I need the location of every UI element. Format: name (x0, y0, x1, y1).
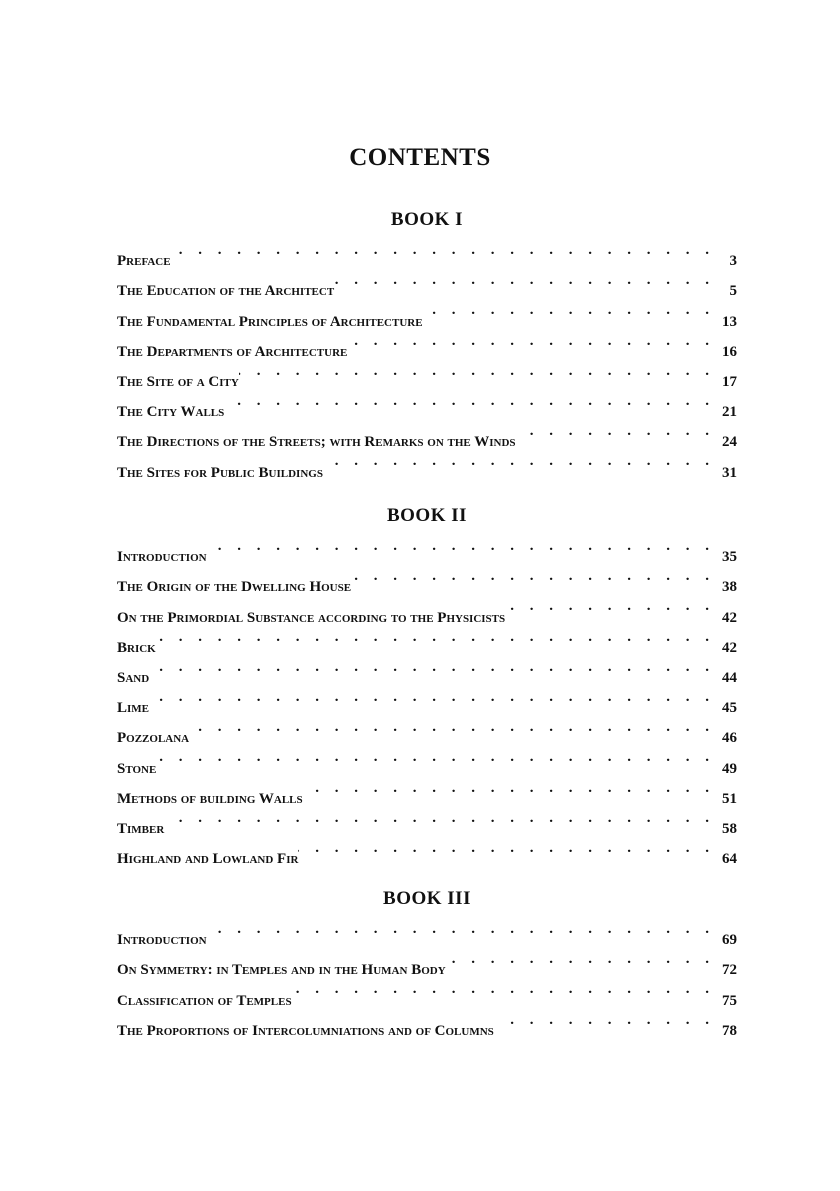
toc-entry-title: The Sites for Public Buildings (117, 464, 323, 481)
toc-entry-title: The Fundamental Principles of Architecture (117, 313, 423, 330)
dot-leader (156, 622, 715, 652)
toc-entry-page-number: 5 (729, 283, 737, 300)
toc-entry-page-number: 42 (722, 639, 737, 656)
dot-leader (224, 386, 715, 416)
toc-entry-title: Classification of Temples (117, 992, 292, 1009)
toc-entry-title: The City Walls (117, 404, 225, 421)
toc-entry-title: On Symmetry: in Temples and in the Human Body (117, 962, 446, 979)
toc-entry[interactable] (117, 773, 737, 807)
toc-entry-page-number: 24 (722, 434, 737, 451)
dot-leader (334, 265, 715, 295)
toc-entry-title: The Departments of Architecture (117, 343, 348, 360)
toc-entry-page-number: 58 (722, 820, 737, 837)
toc-list (117, 914, 737, 1039)
toc-entry-title: Introduction (117, 549, 207, 566)
dot-leader (298, 833, 715, 863)
dot-leader (149, 682, 715, 712)
dot-leader (446, 944, 715, 974)
toc-entry-page-number: 78 (722, 1022, 737, 1039)
toc-entry-page-number: 75 (722, 992, 737, 1009)
toc-entry[interactable] (117, 652, 737, 686)
toc-entry[interactable] (117, 622, 737, 656)
toc-entry[interactable] (117, 682, 737, 717)
toc-entry-page-number: 64 (722, 851, 737, 868)
toc-entry-title: The Site of a City (117, 373, 239, 390)
toc-entry[interactable] (117, 742, 737, 777)
toc-entry-page-number: 46 (722, 730, 737, 747)
page-title: CONTENTS (349, 144, 491, 171)
dot-leader (189, 712, 715, 742)
dot-leader (239, 356, 715, 386)
book-3-section (117, 884, 737, 1039)
dot-leader (347, 326, 715, 356)
toc-entry-page-number: 51 (722, 790, 737, 807)
dot-leader (149, 652, 715, 682)
dot-leader (423, 295, 715, 325)
toc-entry-title: The Origin of the Dwelling House (117, 579, 352, 596)
toc-entry-title: Timber (117, 820, 165, 837)
toc-entry-page-number: 21 (722, 404, 737, 421)
toc-entry[interactable] (117, 914, 737, 949)
dot-leader (516, 416, 715, 446)
toc-entry-page-number: 44 (722, 669, 737, 686)
book-heading: BOOK II (386, 505, 468, 526)
toc-entry-title: The Proportions of Intercolumniations and of Columns (117, 1022, 494, 1039)
dot-leader (292, 974, 715, 1004)
toc-entry[interactable] (117, 803, 737, 837)
toc-entry[interactable] (117, 712, 737, 747)
toc-entry-title: Highland and Lowland Fir (117, 851, 299, 868)
toc-entry-page-number: 17 (722, 373, 737, 390)
toc-entry-title: Lime (117, 700, 150, 717)
toc-entry-title: Preface (117, 253, 171, 270)
toc-entry-page-number: 38 (722, 579, 737, 596)
toc-entry-title: Brick (117, 639, 156, 656)
book-2-section (117, 501, 737, 868)
toc-entry-title: Pozzolana (117, 730, 190, 747)
toc-entry-title: Introduction (117, 932, 207, 949)
toc-list (117, 235, 737, 481)
dot-leader (207, 914, 715, 944)
dot-leader (156, 742, 715, 772)
toc-entry[interactable] (117, 944, 737, 979)
toc-entry-page-number: 31 (722, 464, 737, 481)
toc-entry[interactable] (117, 531, 737, 566)
book-1-section (117, 205, 737, 481)
toc-entry-page-number: 49 (722, 760, 737, 777)
book-heading: BOOK I (390, 209, 464, 230)
toc-entry-page-number: 42 (722, 609, 737, 626)
book-heading: BOOK III (383, 888, 471, 909)
dot-leader (171, 235, 715, 265)
toc-entry-page-number: 13 (722, 313, 737, 330)
toc-entry-page-number: 45 (722, 700, 737, 717)
toc-entry-page-number: 16 (722, 343, 737, 360)
dot-leader (505, 591, 715, 621)
toc-entry-page-number: 72 (722, 962, 737, 979)
toc-entry-title: The Directions of the Streets; with Remarks on the Winds (117, 434, 516, 451)
dot-leader (164, 803, 715, 833)
toc-list (117, 531, 737, 868)
toc-entry-title: On the Primordial Substance according to the Physicists (117, 609, 506, 626)
dot-leader (207, 531, 715, 561)
toc-entry-title: Methods of building Walls (117, 790, 303, 807)
dot-leader (351, 561, 715, 591)
toc-entry-page-number: 69 (722, 932, 737, 949)
toc-entry[interactable] (117, 833, 737, 868)
dot-leader (494, 1005, 715, 1035)
toc-entry-title: The Education of the Architect (117, 283, 335, 300)
toc-entry-page-number: 3 (729, 253, 737, 270)
dot-leader (303, 773, 715, 803)
toc-entry-page-number: 35 (722, 549, 737, 566)
dot-leader (323, 446, 715, 476)
toc-entry[interactable] (117, 235, 737, 270)
toc-entry[interactable] (117, 561, 737, 596)
toc-entry-title: Sand (117, 669, 150, 686)
toc-entry-title: Stone (117, 760, 157, 777)
toc-entry[interactable] (117, 265, 737, 300)
